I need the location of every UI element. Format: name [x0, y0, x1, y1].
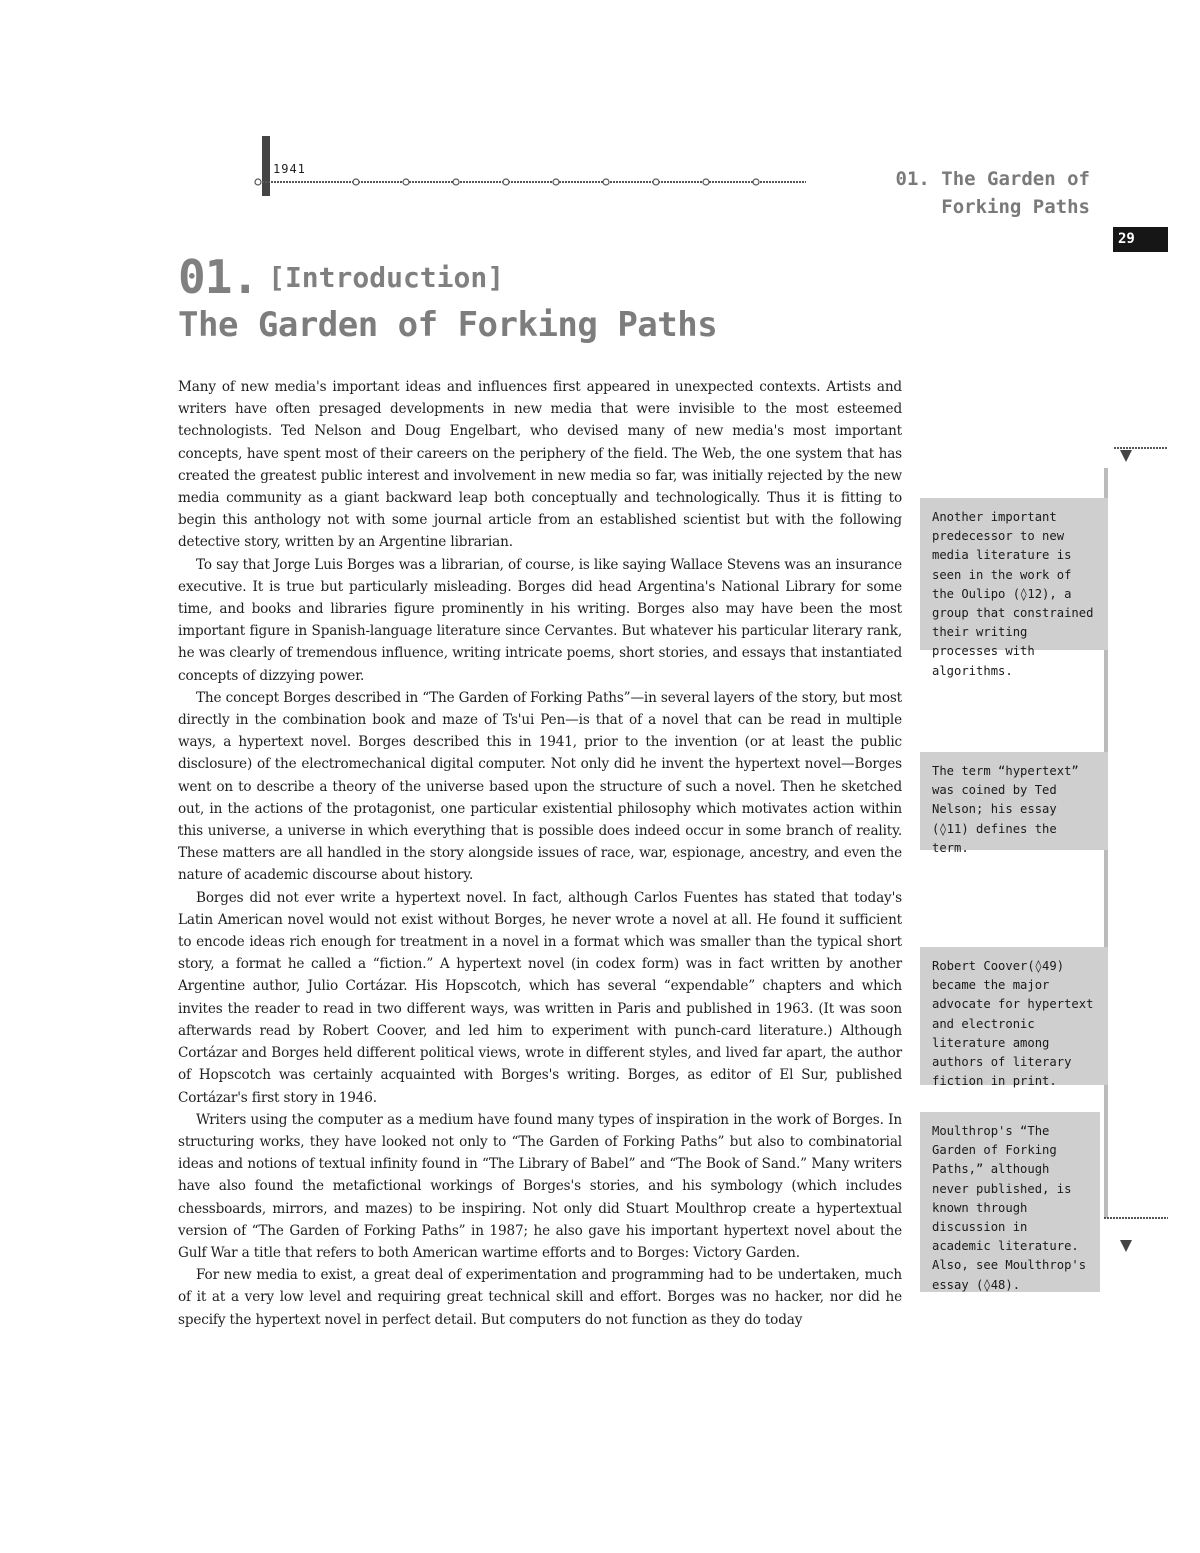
timeline-year: 1941	[273, 162, 306, 176]
running-head	[870, 165, 1090, 221]
paragraph: Writers using the computer as a medium have found many types of inspiration in the work of Borges. In structuring works, they have looked not only to “The Garden of Forking Paths” but also to combinatorial ideas and notions of textual infinity found in “The Library of Babel” and “The Book of Sand.” Many writers have also found the metafictional workings of Borges's stories, and his symbology (which includes chessboards, mirrors, and mazes) to be inspiring. Not only did Stuart Moulthrop create a hypertextual version of “The Garden of Forking Paths” in 1987; he also gave his important hypertext novel about the Gulf War a title that refers to both American wartime efforts and to Borges: Victory Garden.	[178, 1111, 902, 1261]
timeline-node	[403, 179, 409, 185]
paragraph: The concept Borges described in “The Garden of Forking Paths”—in several layers of the story, but most directly in the combination book and maze of Ts'ui Pen—is that of a novel that can be read in multiple ways, a hypertext novel. Borges described this in 1941, prior to the invention (or at least the public disclosure) of the electromechanical digital computer. Not only did he invent the hypertext novel—Borges went on to describe a theory of the universe based upon the structure of such a novel. Then he sketched out, in the actions of the protagonist, one particular existential philosophy which motivates action within this universe, a universe in which everything that is possible does indeed occur in some branch of reality. These matters are all handled in the story alongside issues of race, war, espionage, ancestry, and even the nature of academic discourse about history.	[178, 689, 902, 884]
timeline-node	[603, 179, 609, 185]
page-number: 29	[1113, 227, 1168, 252]
timeline-node	[503, 179, 509, 185]
sidebar-note: Robert Coover(◊49) became the major advocate for hypertext and electronic literature among authors of literary fiction in print.	[920, 947, 1108, 1085]
timeline-node	[703, 179, 709, 185]
paragraph: Borges did not ever write a hypertext novel. In fact, although Carlos Fuentes has stated that today's Latin American novel would not exist without Borges, he never wrote a novel at all. He found it sufficient to encode ideas rich enough for treatment in a novel in a format which was smaller than the typical short story, a format he called a “fiction.” A hypertext novel (in codex form) was in fact written by another Argentine author, Julio Cortázar. His Hopscotch, which has several “expendable” chapters and which invites the reader to read in two different ways, was written in Paris and published in 1963. (It was soon afterwards read by Robert Coover, and led him to experiment with punch-card literature.) Although Cortázar and Borges held different political views, wrote in different styles, and lived far apart, the author of Hopscotch was certainly acquainted with Borges's writing. Borges, as editor of El Sur, published Cortázar's first story in 1946.	[178, 889, 902, 1106]
timeline-node	[653, 179, 659, 185]
paragraph: Many of new media's important ideas and influences first appeared in unexpected contexts. Artists and writers have often presaged developments in new media that were invisible to the most esteemed technologists. Ted Nelson and Doug Engelbart, who devised many of new media's most important concepts, have spent most of their careers on the periphery of the field. The Web, the one system that has created the greatest public interest and involvement in new media so far, was initially rejected by the new media community as a giant backward leap both conceptually and technologically. Thus it is fitting to begin this anthology not with some journal article from an established scientist but with the following detective story, written by an Argentine librarian.	[178, 379, 902, 551]
timeline-node	[353, 179, 359, 185]
paragraph: For new media to exist, a great deal of experimentation and programming had to be undertaken, much of it at a very low level and requiring great technical skill and effort. Borges was no hacker, nor did he specify the hypertext novel in perfect detail. But computers do not function as they do today	[178, 1267, 902, 1328]
paragraph: To say that Jorge Luis Borges was a librarian, of course, is like saying Wallace Stevens was an insurance executive. It is true but particularly misleading. Borges did head Argentina's National Library for some time, and books and libraries figure prominently in his writing. Borges also may have been the most important figure in Spanish-language literature since Cervantes. But whatever his particular literary rank, he was clearly of tremendous influence, writing intricate poems, short stories, and essays that instantiated concepts of dizzying power.	[178, 556, 902, 684]
chapter-heading	[178, 250, 504, 304]
rail-arrow-icon	[1120, 1240, 1132, 1252]
chapter-label: [Introduction]	[268, 261, 505, 294]
sidebar-note: Another important predecessor to new media literature is seen in the work of the Oulipo (◊12), a group that constrained their writing processes with algorithms.	[920, 498, 1108, 650]
timeline-node	[453, 179, 459, 185]
timeline-marker	[262, 136, 270, 196]
timeline-node	[553, 179, 559, 185]
sidebar-rail	[1100, 440, 1170, 1260]
timeline-node	[255, 179, 261, 185]
body-text	[178, 376, 902, 1331]
running-head-line: Forking Paths	[941, 196, 1090, 218]
chapter-title: The Garden of Forking Paths	[178, 305, 718, 345]
rail-arrow-icon	[1120, 450, 1132, 462]
timeline-graphic	[250, 130, 820, 200]
running-head-line: 01. The Garden of	[895, 168, 1090, 190]
sidebar-note: Moulthrop's “The Garden of Forking Paths,” although never published, is known through discussion in academic literature. Also, see Moulthrop's essay (◊48).	[920, 1112, 1100, 1292]
chapter-number: 01.	[178, 250, 259, 304]
sidebar-note: The term “hypertext” was coined by Ted Nelson; his essay (◊11) defines the term.	[920, 752, 1108, 850]
timeline-node	[753, 179, 759, 185]
